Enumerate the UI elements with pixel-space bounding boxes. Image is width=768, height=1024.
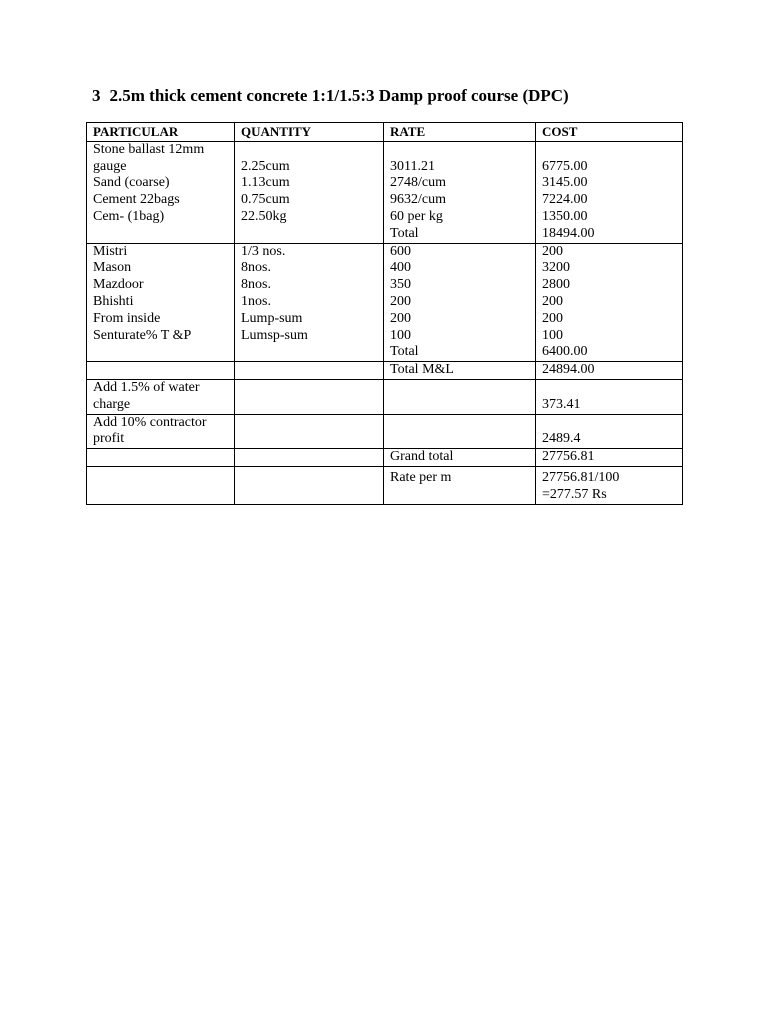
labour-cost-line: 2800: [542, 277, 570, 293]
grand-total-particular-cell: [87, 449, 235, 467]
labour-quantity-cell: [235, 243, 384, 362]
labour-particular-line: Mason: [93, 260, 132, 276]
materials-quantity-line: [241, 226, 377, 243]
total-ml-quantity-cell: [235, 362, 384, 380]
labour-quantity-line: Lump-sum: [241, 310, 303, 326]
page-heading: [92, 86, 569, 106]
table-row-labour: [87, 243, 683, 362]
materials-cost-line: [542, 142, 676, 159]
rate-per-m-label-cell: [384, 466, 536, 504]
table-row-contractor-profit: [87, 414, 683, 449]
materials-particular-line: Stone ballast 12mm: [93, 141, 205, 157]
labour-quantity-line: [241, 344, 377, 361]
labour-particular-line: Bhishti: [93, 293, 134, 309]
labour-quantity-line: 8nos.: [241, 260, 271, 276]
rate-per-m-particular-cell: [87, 466, 235, 504]
materials-quantity-line: [241, 142, 377, 159]
materials-quantity-line: 0.75cum: [241, 192, 290, 208]
rate-per-m-label: Rate per m: [390, 469, 452, 485]
labour-particular-line: [93, 344, 228, 361]
materials-particular-line: Cem- (1bag): [93, 208, 165, 224]
labour-quantity-line: Lumsp-sum: [241, 327, 308, 343]
labour-cost-line: 200: [542, 243, 563, 259]
water-charge-line: Add 1.5% of water: [93, 379, 200, 395]
materials-cost-line: 1350.00: [542, 208, 588, 224]
header-quantity: QUANTITY: [235, 123, 384, 142]
table-row-water-charge: [87, 379, 683, 414]
profit-cost-cell: [536, 414, 683, 449]
profit-line: Add 10% contractor: [93, 414, 207, 430]
header-particular: PARTICULAR: [87, 123, 235, 142]
labour-quantity-line: 1/3 nos.: [241, 243, 286, 259]
labour-cost-cell: [536, 243, 683, 362]
labour-rate-line: 200: [390, 293, 411, 309]
rate-per-m-value-line: 27756.81/100: [542, 469, 620, 485]
heading-title: 2.5m thick cement concrete 1:1/1.5:3 Damp proof course (DPC): [109, 86, 569, 105]
materials-quantity-line: 22.50kg: [241, 208, 287, 224]
labour-total-value: 6400.00: [542, 344, 588, 360]
labour-rate-line: 400: [390, 260, 411, 276]
estimate-table: [86, 122, 683, 505]
labour-rate-line: 100: [390, 327, 411, 343]
labour-quantity-line: 8nos.: [241, 277, 271, 293]
table-row-grand-total: [87, 449, 683, 467]
materials-particular-line: gauge: [93, 158, 127, 174]
materials-rate-cell: [384, 141, 536, 243]
table-row-rate-per-m: [87, 466, 683, 504]
total-ml-label: Total M&L: [384, 362, 536, 380]
labour-particular-line: Senturate% T &P: [93, 327, 192, 343]
water-charge-line: charge: [93, 396, 131, 412]
table-header-row: [87, 123, 683, 142]
profit-line: profit: [93, 431, 125, 447]
labour-rate-line: 200: [390, 310, 411, 326]
materials-particular-line: [93, 226, 228, 243]
water-charge-rate-cell: [384, 379, 536, 414]
rate-per-m-value-cell: [536, 466, 683, 504]
water-charge-value: 373.41: [542, 396, 581, 412]
materials-cost-line: 7224.00: [542, 192, 588, 208]
labour-cost-line: 100: [542, 327, 563, 343]
header-cost: COST: [536, 123, 683, 142]
materials-particular-cell: [87, 141, 235, 243]
materials-total-value: 18494.00: [542, 225, 595, 241]
labour-particular-line: From inside: [93, 310, 161, 326]
labour-cost-line: 200: [542, 310, 563, 326]
water-charge-quantity-cell: [235, 379, 384, 414]
heading-number: 3: [92, 86, 101, 105]
profit-particular-cell: [87, 414, 235, 449]
labour-total-label: Total: [390, 344, 419, 360]
water-charge-particular-cell: [87, 379, 235, 414]
rate-per-m-value-line: =277.57 Rs: [542, 486, 607, 502]
materials-rate-line: 60 per kg: [390, 208, 443, 224]
materials-cost-cell: [536, 141, 683, 243]
profit-quantity-cell: [235, 414, 384, 449]
grand-total-quantity-cell: [235, 449, 384, 467]
materials-rate-line: 2748/cum: [390, 175, 446, 191]
grand-total-label: Grand total: [384, 449, 536, 467]
materials-cost-line: 6775.00: [542, 158, 588, 174]
labour-quantity-line: 1nos.: [241, 293, 271, 309]
total-ml-particular-cell: [87, 362, 235, 380]
materials-quantity-cell: [235, 141, 384, 243]
profit-rate-cell: [384, 414, 536, 449]
materials-particular-line: Sand (coarse): [93, 175, 170, 191]
labour-cost-line: 3200: [542, 260, 570, 276]
labour-cost-line: 200: [542, 293, 563, 309]
grand-total-value: 27756.81: [536, 449, 683, 467]
materials-total-label: Total: [390, 225, 419, 241]
table-row-total-ml: [87, 362, 683, 380]
materials-rate-line: [390, 142, 529, 159]
total-ml-value: 24894.00: [536, 362, 683, 380]
materials-quantity-line: 1.13cum: [241, 175, 290, 191]
materials-cost-line: 3145.00: [542, 175, 588, 191]
header-rate: RATE: [384, 123, 536, 142]
rate-per-m-quantity-cell: [235, 466, 384, 504]
water-charge-cost-cell: [536, 379, 683, 414]
profit-value: 2489.4: [542, 431, 581, 447]
materials-quantity-line: 2.25cum: [241, 158, 290, 174]
labour-particular-cell: [87, 243, 235, 362]
labour-rate-line: 600: [390, 243, 411, 259]
table-row-materials: [87, 141, 683, 243]
labour-rate-cell: [384, 243, 536, 362]
materials-rate-line: 9632/cum: [390, 192, 446, 208]
materials-particular-line: Cement 22bags: [93, 192, 180, 208]
materials-rate-line: 3011.21: [390, 158, 435, 174]
labour-rate-line: 350: [390, 277, 411, 293]
labour-particular-line: Mistri: [93, 243, 128, 259]
labour-particular-line: Mazdoor: [93, 277, 144, 293]
